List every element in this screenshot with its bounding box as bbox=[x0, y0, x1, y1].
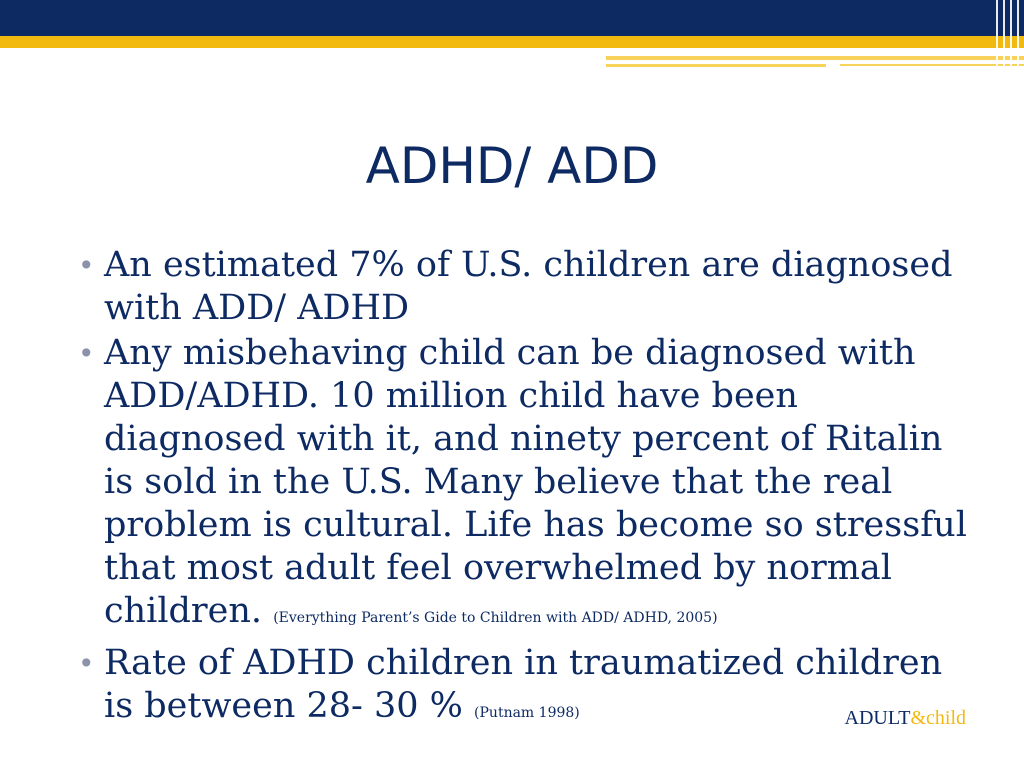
bullet-icon: • bbox=[78, 337, 95, 370]
header-stripe bbox=[1017, 0, 1019, 72]
header-stripe bbox=[996, 0, 998, 72]
bullet-item bbox=[72, 244, 972, 330]
header-accent-line bbox=[606, 56, 1024, 60]
header-stripe bbox=[1010, 0, 1012, 72]
citation: (Everything Parent’s Gide to Children with ADD/ ADHD, 2005) bbox=[273, 610, 718, 626]
header-accent-line bbox=[606, 64, 826, 67]
bullet-icon: • bbox=[78, 647, 95, 680]
bullet-list bbox=[72, 244, 972, 737]
brand-part-adult: ADULT bbox=[844, 707, 911, 729]
bullet-item bbox=[72, 332, 972, 640]
brand-logo bbox=[845, 707, 966, 730]
bullet-icon: • bbox=[78, 249, 95, 282]
brand-part-child: &child bbox=[910, 707, 966, 729]
bullet-item bbox=[72, 642, 972, 735]
bullet-text: An estimated 7% of U.S. children are diagnosed with ADD/ ADHD bbox=[104, 245, 953, 328]
slide-title: ADHD/ ADD bbox=[365, 137, 659, 195]
header-gold-band bbox=[0, 36, 1024, 48]
header-band bbox=[0, 0, 1024, 36]
citation: (Putnam 1998) bbox=[474, 705, 580, 721]
bullet-text: Rate of ADHD children in traumatized children is between 28- 30 % bbox=[104, 643, 943, 726]
bullet-text: Any misbehaving child can be diagnosed with ADD/ADHD. 10 million child have been diagnosed with it, and ninety percent of Ritalin is sold in the U.S. Many believe that the real problem is cultural. Life has become so stressful that most adult feel overwhelmed by normal children. bbox=[104, 333, 967, 631]
header-stripe bbox=[1003, 0, 1005, 72]
